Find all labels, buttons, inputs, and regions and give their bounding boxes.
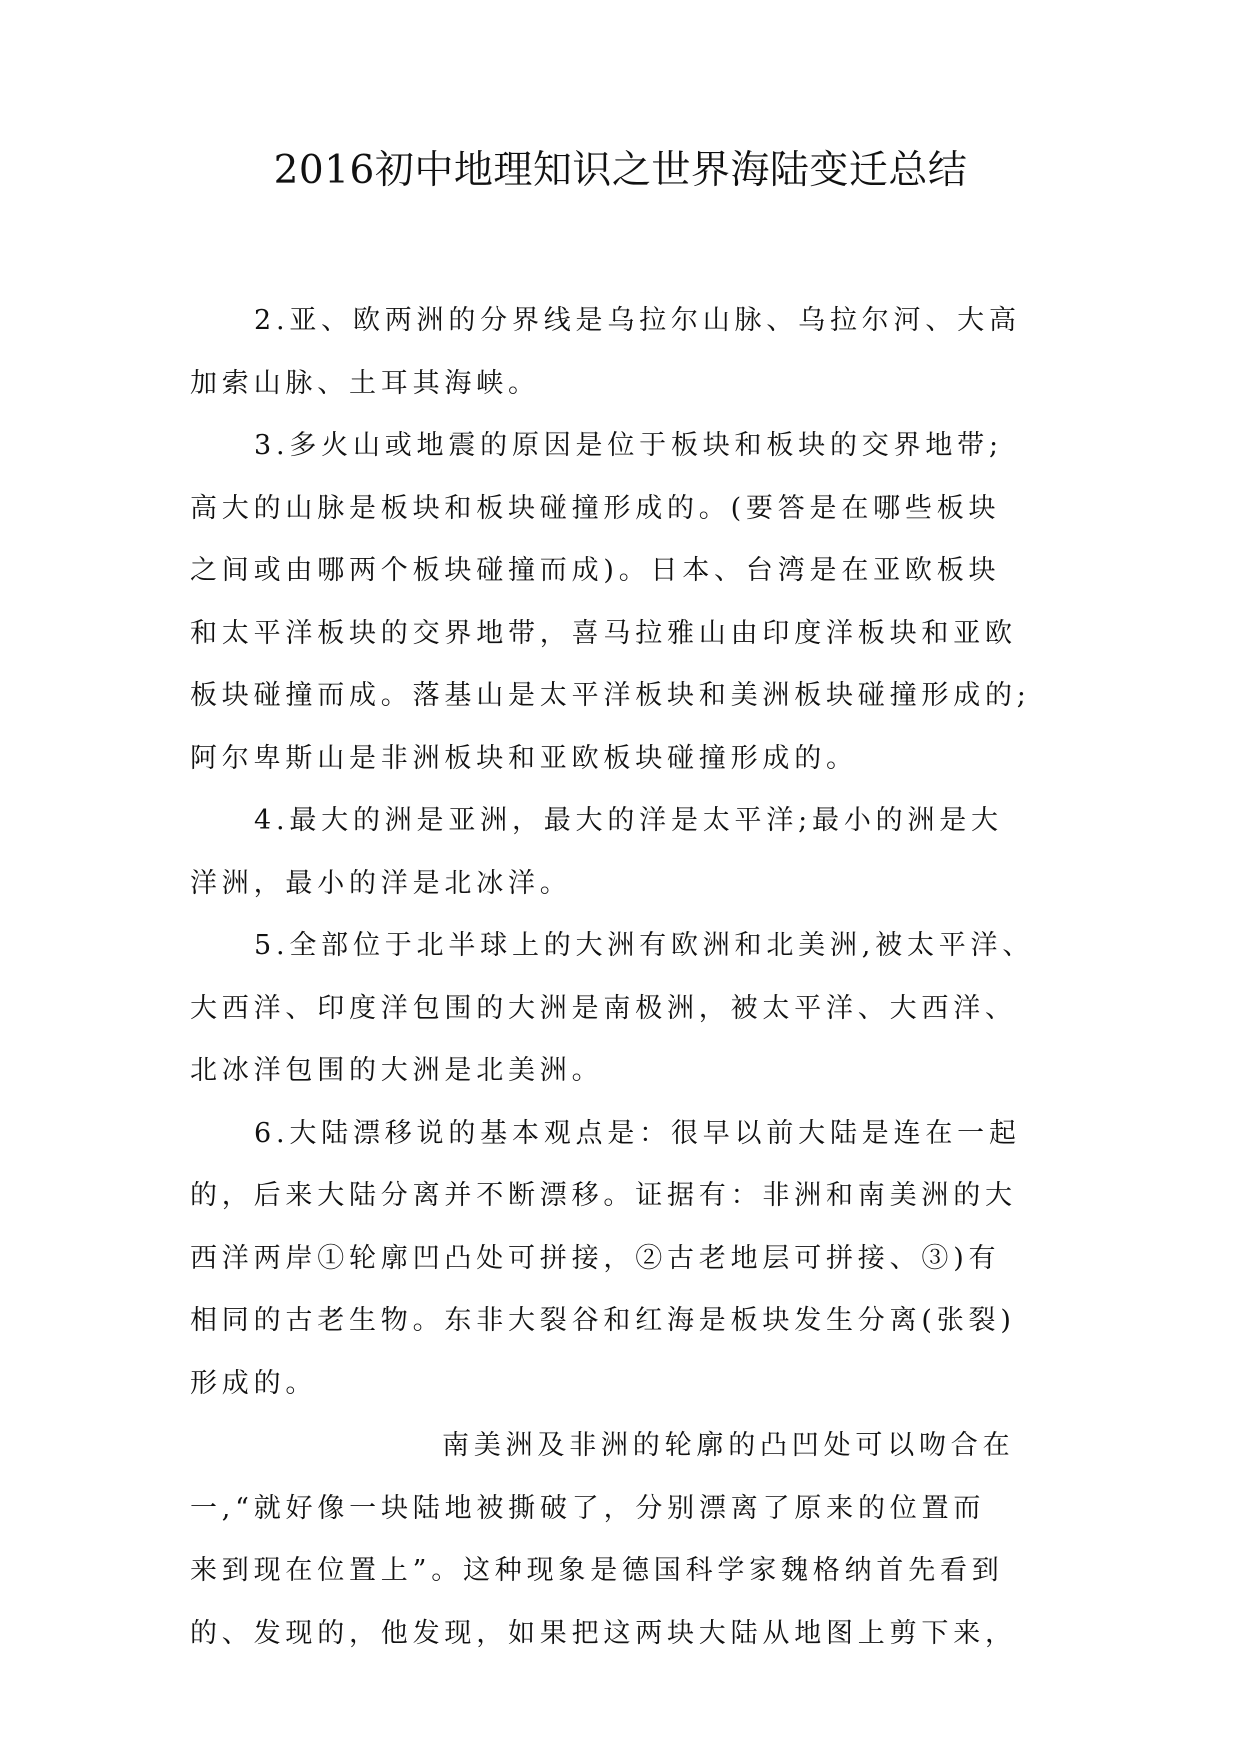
text-line: 洋洲，最小的洋是北冰洋。: [190, 867, 572, 899]
text-line: 6.大陆漂移说的基本观点是：很早以前大陆是连在一起: [254, 1117, 1021, 1149]
text-line: 形成的。: [190, 1367, 318, 1399]
text-line: 和太平洋板块的交界地带，喜马拉雅山由印度洋板块和亚欧: [190, 617, 1017, 649]
document-body: [190, 290, 1060, 1665]
text-line: 相同的古老生物。东非大裂谷和红海是板块发生分离(张裂): [190, 1305, 1016, 1336]
text-line: 大西洋、印度洋包围的大洲是南极洲，被太平洋、大西洋、: [190, 992, 1017, 1024]
text-line: 西洋两岸①轮廓凹凸处可拼接，②古老地层可拼接、③)有: [190, 1242, 1001, 1274]
text-line: 3.多火山或地震的原因是位于板块和板块的交界地带;: [254, 430, 1003, 461]
text-line: 一,“就好像一块陆地被撕破了，分别漂离了原来的位置而: [190, 1492, 986, 1524]
text-line: 南美洲及非洲的轮廓的凸凹处可以吻合在: [442, 1430, 1015, 1461]
text-line: 之间或由哪两个板块碰撞而成)。日本、台湾是在亚欧板块: [190, 555, 1001, 586]
text-line: 加索山脉、土耳其海峡。: [190, 367, 540, 399]
text-line: 2.亚、欧两洲的分界线是乌拉尔山脉、乌拉尔河、大高: [254, 305, 1021, 336]
text-line: 5.全部位于北半球上的大洲有欧洲和北美洲,被太平洋、: [254, 930, 1035, 961]
text-line: 的、发现的，他发现，如果把这两块大陆从地图上剪下来，: [190, 1617, 1017, 1649]
text-line: 的，后来大陆分离并不断漂移。证据有：非洲和南美洲的大: [190, 1180, 1017, 1211]
text-line: 4.最大的洲是亚洲，最大的洋是太平洋;最小的洲是大: [254, 805, 1003, 836]
text-line: 北冰洋包围的大洲是北美洲。: [190, 1055, 604, 1086]
text-line: 板块碰撞而成。落基山是太平洋板块和美洲板块碰撞形成的;: [190, 680, 1031, 711]
text-line: 高大的山脉是板块和板块碰撞形成的。(要答是在哪些板块: [190, 492, 1001, 524]
text-line: 阿尔卑斯山是非洲板块和亚欧板块碰撞形成的。: [190, 742, 858, 774]
document-title: 2016初中地理知识之世界海陆变迁总结: [273, 148, 968, 193]
text-line: 来到现在位置上”。这种现象是德国科学家魏格纳首先看到: [190, 1555, 1004, 1586]
